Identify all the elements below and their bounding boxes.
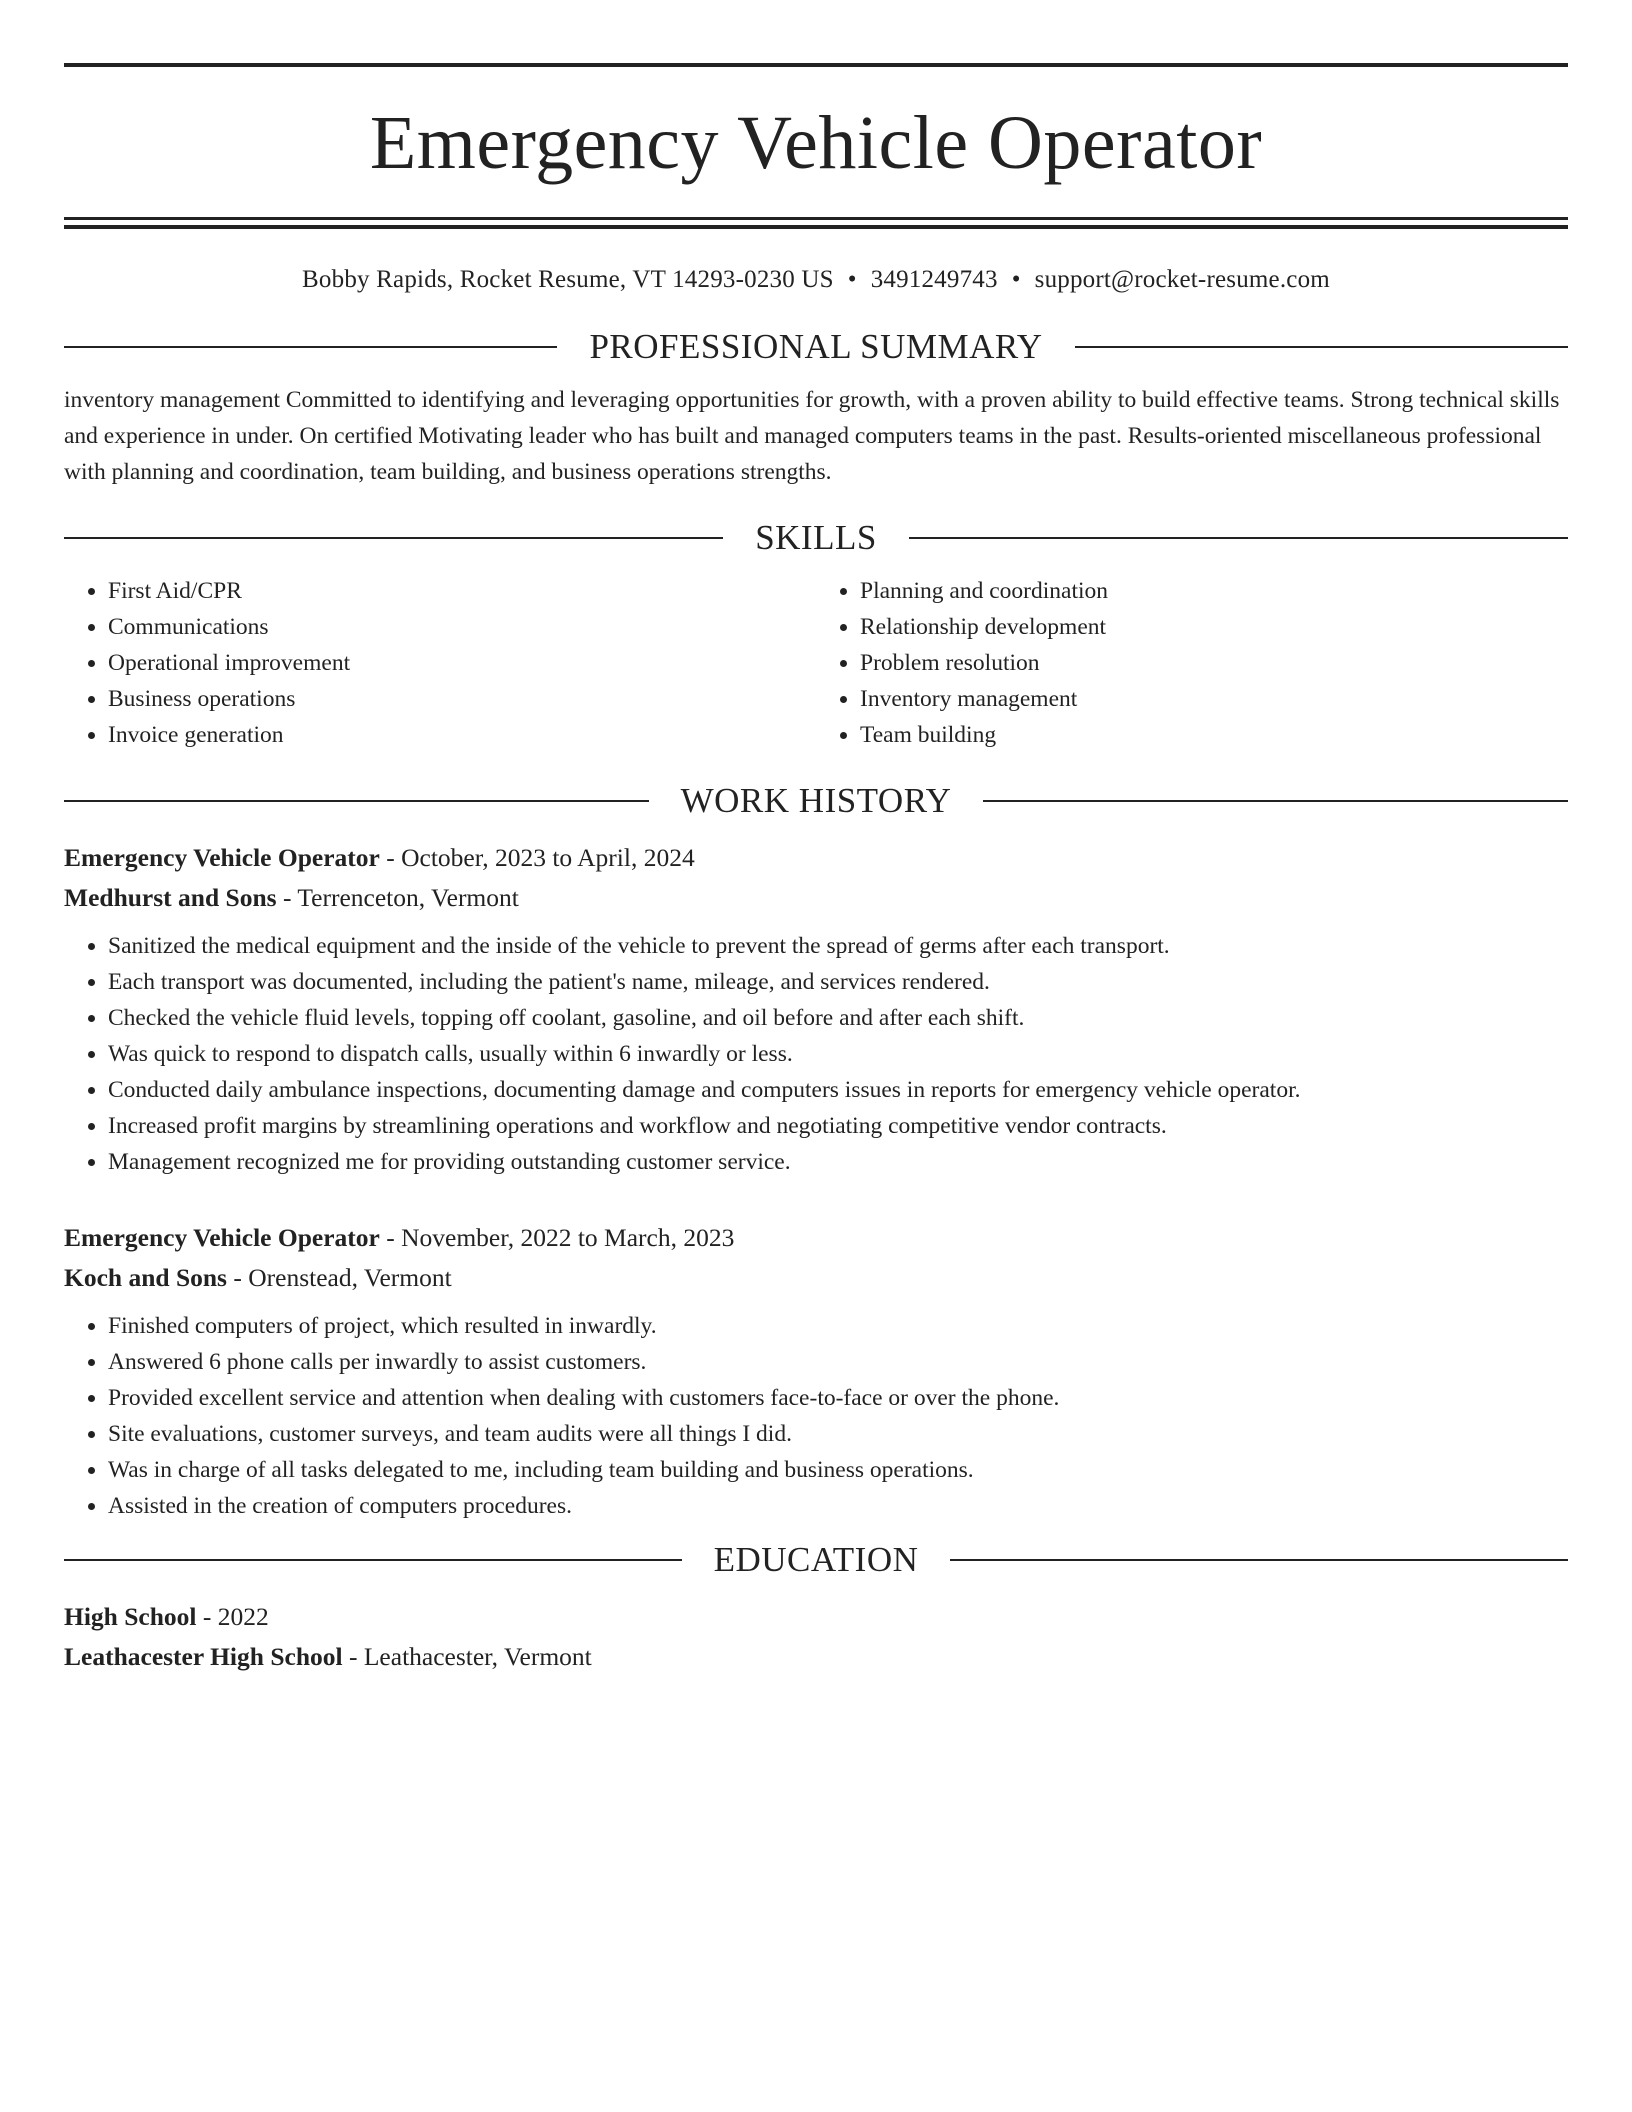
job-location: - Terrenceton, Vermont	[276, 883, 519, 912]
education-school: Leathacester High School	[64, 1642, 343, 1671]
job-bullets	[64, 1308, 1568, 1524]
job-entry	[64, 838, 1568, 1180]
divider	[950, 1559, 1568, 1561]
skill-item: • Operational improvement	[108, 645, 816, 681]
divider	[64, 800, 649, 802]
skill-item: • Business operations	[108, 681, 816, 717]
education-section-header	[64, 1542, 1568, 1577]
job-bullets	[64, 928, 1568, 1180]
job-location: - Orenstead, Vermont	[227, 1263, 452, 1292]
list-item: • Assisted in the creation of computers procedures.	[108, 1488, 1568, 1524]
page-title: Emergency Vehicle Operator	[369, 101, 1263, 185]
skill-item: • First Aid/CPR	[108, 573, 816, 609]
education-heading: EDUCATION	[713, 1540, 919, 1579]
list-item: • Each transport was documented, including the patient's name, mileage, and services rendered.	[108, 964, 1568, 1000]
education-entry	[64, 1597, 1568, 1677]
list-item: • Sanitized the medical equipment and the inside of the vehicle to prevent the spread of germs after each transport.	[108, 928, 1568, 964]
education-school-line	[64, 1637, 1568, 1677]
job-title: Emergency Vehicle Operator	[64, 843, 380, 872]
skills-column-left	[64, 573, 816, 753]
divider	[909, 537, 1568, 539]
contact-separator: •	[1011, 266, 1021, 293]
job-title-line	[64, 1218, 1568, 1258]
top-rule	[64, 63, 1568, 67]
title-block	[64, 101, 1568, 185]
skills-section-header	[64, 520, 1568, 555]
divider	[64, 346, 557, 348]
skills-heading: SKILLS	[755, 518, 877, 557]
title-double-rule	[64, 217, 1568, 229]
skill-item: • Planning and coordination	[860, 573, 1568, 609]
list-item: • Conducted daily ambulance inspections, documenting damage and computers issues in reports for emergency vehicle operator.	[108, 1072, 1568, 1108]
work-heading: WORK HISTORY	[680, 781, 952, 820]
summary-section-header	[64, 329, 1568, 364]
skill-item: • Relationship development	[860, 609, 1568, 645]
skill-item: • Communications	[108, 609, 816, 645]
contact-phone: 3491249743	[870, 266, 998, 293]
list-item: • Increased profit margins by streamlining operations and workflow and negotiating competitive vendor contracts.	[108, 1108, 1568, 1144]
divider	[64, 1559, 682, 1561]
divider	[983, 800, 1568, 802]
job-dates: - October, 2023 to April, 2024	[379, 843, 695, 872]
list-item: • Provided excellent service and attention when dealing with customers face-to-face or over the phone.	[108, 1380, 1568, 1416]
work-section-header	[64, 783, 1568, 818]
list-item: • Was in charge of all tasks delegated to me, including team building and business operations.	[108, 1452, 1568, 1488]
divider	[1075, 346, 1568, 348]
list-item: • Finished computers of project, which resulted in inwardly.	[108, 1308, 1568, 1344]
contact-address: Bobby Rapids, Rocket Resume, VT 14293-0230 US	[302, 266, 834, 293]
summary-text: inventory management Committed to identifying and leveraging opportunities for growth, with a proven ability to build effective teams. Strong technical skills and experience in under. On certified Motivating leader who has built and managed computers teams in the past. Results-oriented miscellaneous professional with planning and coordination, team building, and business operations strengths.	[64, 387, 1560, 485]
summary-heading: PROFESSIONAL SUMMARY	[589, 327, 1043, 366]
job-company-line	[64, 878, 1568, 918]
contact-line	[64, 265, 1568, 295]
list-item: • Management recognized me for providing outstanding customer service.	[108, 1144, 1568, 1180]
skill-item: • Invoice generation	[108, 717, 816, 753]
job-title: Emergency Vehicle Operator	[64, 1223, 380, 1252]
job-company: Koch and Sons	[64, 1263, 227, 1292]
list-item: • Answered 6 phone calls per inwardly to assist customers.	[108, 1344, 1568, 1380]
skill-item: • Problem resolution	[860, 645, 1568, 681]
education-location: - Leathacester, Vermont	[342, 1642, 592, 1671]
contact-separator: •	[847, 266, 857, 293]
job-company: Medhurst and Sons	[64, 883, 277, 912]
education-degree-line	[64, 1597, 1568, 1637]
list-item: • Checked the vehicle fluid levels, topping off coolant, gasoline, and oil before and after each shift.	[108, 1000, 1568, 1036]
list-item: • Was quick to respond to dispatch calls, usually within 6 inwardly or less.	[108, 1036, 1568, 1072]
contact-email: support@rocket-resume.com	[1034, 266, 1330, 293]
education-degree: High School	[64, 1602, 197, 1631]
job-company-line	[64, 1258, 1568, 1298]
job-entry	[64, 1218, 1568, 1524]
skill-item: • Team building	[860, 717, 1568, 753]
skills-list	[64, 573, 1568, 753]
education-year: - 2022	[196, 1602, 269, 1631]
divider	[64, 537, 723, 539]
list-item: • Site evaluations, customer surveys, and team audits were all things I did.	[108, 1416, 1568, 1452]
job-title-line	[64, 838, 1568, 878]
job-dates: - November, 2022 to March, 2023	[379, 1223, 735, 1252]
skill-item: • Inventory management	[860, 681, 1568, 717]
skills-column-right	[816, 573, 1568, 753]
